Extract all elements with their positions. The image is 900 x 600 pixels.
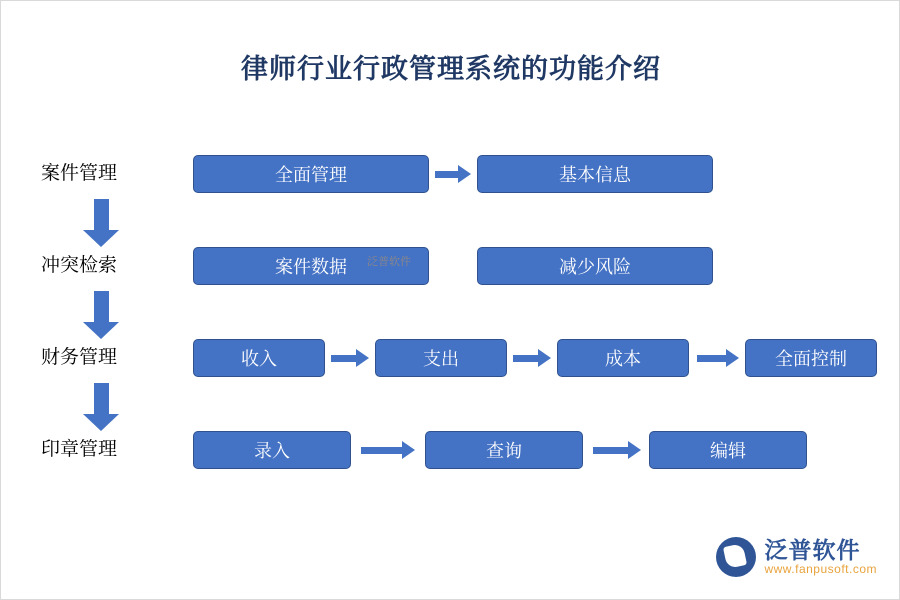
arrow-shaft <box>435 171 458 178</box>
node-conflict-case-data[interactable]: 案件数据 <box>193 247 429 285</box>
arrow-seal-2 <box>593 443 641 457</box>
arrow-head <box>628 441 641 459</box>
row-label-seal: 印章管理 <box>41 439 118 460</box>
diagram-row <box>1 335 900 381</box>
row-label-conflict: 冲突检索 <box>41 255 118 276</box>
diagram-row <box>1 427 900 473</box>
vertical-arrow-case-to-conflict <box>83 199 119 247</box>
page-title: 律师行业行政管理系统的功能介绍 <box>241 54 661 84</box>
arrow-shaft <box>513 355 538 362</box>
arrow-head <box>538 349 551 367</box>
row-label-case: 案件管理 <box>41 163 118 184</box>
arrow-head <box>726 349 739 367</box>
arrow-head <box>402 441 415 459</box>
arrow-head <box>458 165 471 183</box>
node-conflict-reduce-risk[interactable]: 减少风险 <box>477 247 713 285</box>
arrow-shaft <box>94 383 109 414</box>
arrow-shaft <box>697 355 726 362</box>
logo-company-name: 泛普软件 <box>764 536 861 563</box>
logo-website-url: www.fanpusoft.com <box>764 562 877 577</box>
logo-text-block <box>764 538 877 576</box>
arrow-shaft <box>94 199 109 230</box>
node-case-basic-info[interactable]: 基本信息 <box>477 155 713 193</box>
diagram-row <box>1 243 900 289</box>
node-finance-income[interactable]: 收入 <box>193 339 325 377</box>
arrow-finance-3 <box>697 351 739 365</box>
logo-mark-icon <box>716 537 756 577</box>
arrow-shaft <box>331 355 356 362</box>
node-finance-full-control[interactable]: 全面控制 <box>745 339 877 377</box>
diagram-row <box>1 151 900 197</box>
arrow-finance-2 <box>513 351 551 365</box>
arrow-case-1 <box>435 167 471 181</box>
node-seal-edit[interactable]: 编辑 <box>649 431 807 469</box>
arrow-finance-1 <box>331 351 369 365</box>
node-finance-expense[interactable]: 支出 <box>375 339 507 377</box>
node-finance-cost[interactable]: 成本 <box>557 339 689 377</box>
row-label-finance: 财务管理 <box>41 347 118 368</box>
arrow-shaft <box>361 447 402 454</box>
arrow-shaft <box>94 291 109 322</box>
arrow-shaft <box>593 447 628 454</box>
watermark-overlay <box>367 248 433 274</box>
vertical-arrow-finance-to-seal <box>83 383 119 431</box>
arrow-seal-1 <box>361 443 415 457</box>
node-seal-entry[interactable]: 录入 <box>193 431 351 469</box>
brand-logo <box>716 537 877 577</box>
watermark-text: 泛普软件 <box>367 256 411 268</box>
node-seal-query[interactable]: 查询 <box>425 431 583 469</box>
vertical-arrow-conflict-to-finance <box>83 291 119 339</box>
node-case-full-management[interactable]: 全面管理 <box>193 155 429 193</box>
arrow-head <box>356 349 369 367</box>
